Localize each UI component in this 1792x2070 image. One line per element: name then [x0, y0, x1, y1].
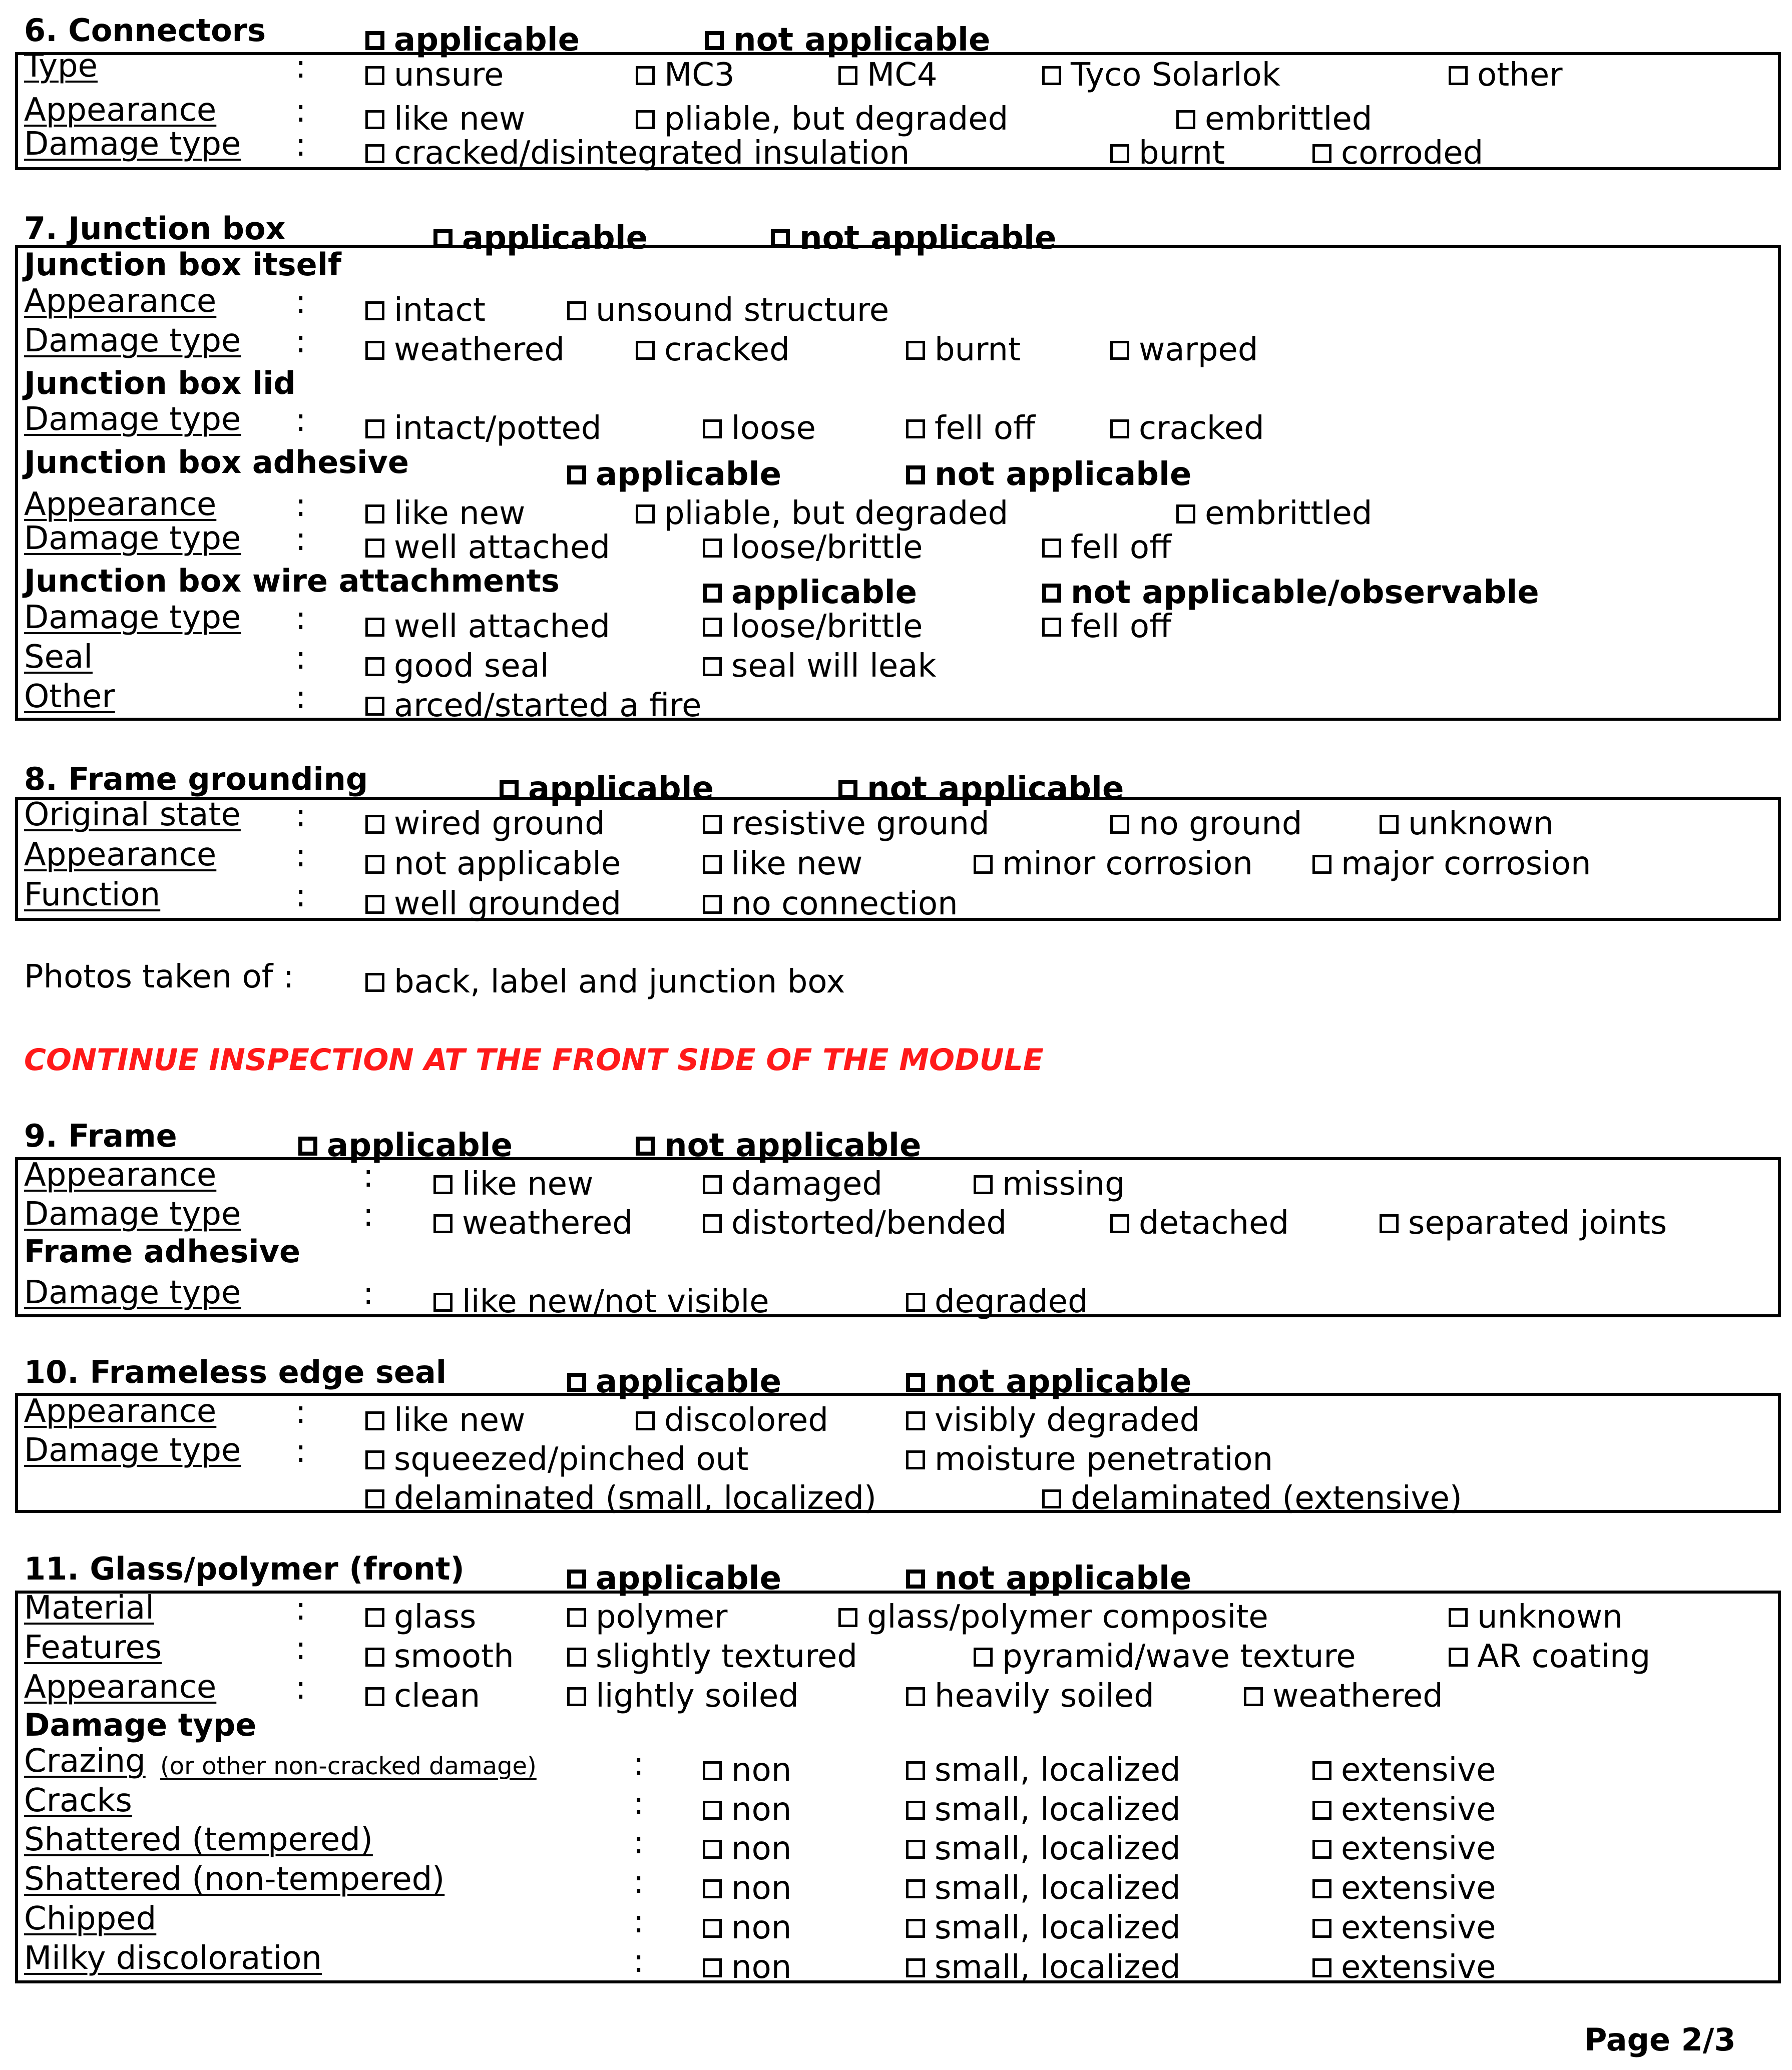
s11-milky-discoloration-option-0-checkbox[interactable]: [703, 1958, 722, 1977]
s7-adhesive-damage-type-option-1-checkbox[interactable]: [703, 539, 722, 558]
s11-shattered-non-tempered-option-2-label: extensive: [1341, 1870, 1496, 1907]
s7-wire-seal-colon: :: [295, 640, 306, 677]
s8-original-state-field-label: Original state: [24, 796, 241, 833]
s7-title: 7. Junction box: [24, 210, 286, 247]
s8-applicable-checkbox[interactable]: [500, 780, 519, 799]
s11-applicable-checkbox[interactable]: [567, 1570, 586, 1589]
s7-wire-seal-field-label: Seal: [24, 639, 93, 676]
s7-itself-damage-type-option-2-checkbox[interactable]: [906, 341, 925, 360]
s11-chipped-option-1-label: small, localized: [935, 1909, 1181, 1946]
s9-title: 9. Frame: [24, 1118, 177, 1154]
s7-wire-seal-option-1-label: seal will leak: [731, 648, 937, 685]
s8-appearance-option-1-checkbox[interactable]: [703, 855, 722, 874]
s11-shattered-tempered-option-1-label: small, localized: [935, 1830, 1181, 1867]
s10-appearance-option-0-label: like new: [394, 1402, 526, 1439]
s11-cracks-option-2-label: extensive: [1341, 1791, 1496, 1828]
s7-lid-damage-type-option-2-checkbox[interactable]: [906, 419, 925, 438]
s9-damage-type-option-0-label: weathered: [462, 1205, 633, 1242]
s11-features-option-3-label: AR coating: [1477, 1638, 1651, 1675]
s9-damage-type-option-3-label: separated joints: [1408, 1205, 1667, 1242]
s10-damage-type-option-0-label: squeezed/pinched out: [394, 1441, 749, 1478]
s6-appearance-option-2-checkbox[interactable]: [1176, 110, 1195, 129]
s11-features-option-0-checkbox[interactable]: [365, 1648, 384, 1667]
s7-adhesive-appearance-field-label: Appearance: [24, 486, 217, 523]
s7-adhesive-applicable-checkbox[interactable]: [567, 465, 586, 484]
s10-appearance-option-2-label: visibly degraded: [935, 1402, 1200, 1439]
s7-itself-damage-type-colon: :: [295, 323, 306, 360]
s8-not-applicable-checkbox[interactable]: [838, 780, 857, 799]
s6-damage-type-option-1-label: burnt: [1139, 135, 1225, 172]
s6-type-option-1-label: MC3: [664, 57, 735, 94]
s10-delaminated-small-label: delaminated (small, localized): [394, 1480, 876, 1517]
s7-not-applicable-label: not applicable: [799, 220, 1057, 257]
s9-not-applicable-checkbox[interactable]: [636, 1137, 655, 1156]
s8-function-option-0-label: well grounded: [394, 885, 622, 922]
s11-features-option-1-label: slightly textured: [596, 1638, 857, 1675]
s7-wire-other-field-label: Other: [24, 678, 115, 715]
s11-cracks-option-0-label: non: [731, 1791, 792, 1828]
s6-not-applicable-checkbox[interactable]: [705, 31, 724, 50]
s11-material-option-0-checkbox[interactable]: [365, 1608, 384, 1627]
s7-wire-damage-type-option-2-checkbox[interactable]: [1042, 618, 1061, 637]
s11-shattered-non-tempered-colon: :: [633, 1864, 644, 1901]
s8-original-state-option-1-label: resistive ground: [731, 805, 990, 842]
s11-damage-heading: Damage type: [24, 1707, 257, 1743]
s6-type-option-2-checkbox[interactable]: [838, 66, 857, 85]
s10-appearance-option-2-checkbox[interactable]: [906, 1411, 925, 1430]
s9-applicable-checkbox[interactable]: [298, 1137, 317, 1156]
s7-adhesive-not-applicable-label: not applicable: [935, 456, 1192, 493]
s11-chipped-option-0-label: non: [731, 1909, 792, 1946]
s11-material-option-1-checkbox[interactable]: [567, 1608, 586, 1627]
s7-wire-seal-option-1-checkbox[interactable]: [703, 657, 722, 676]
s7-adhesive-damage-type-option-2-label: fell off: [1071, 529, 1172, 566]
s11-shattered-tempered-option-1-checkbox[interactable]: [906, 1840, 925, 1859]
s11-appearance-option-1-checkbox[interactable]: [567, 1687, 586, 1706]
s11-shattered-non-tempered-option-1-label: small, localized: [935, 1870, 1181, 1907]
s7-itself-damage-type-option-2-label: burnt: [935, 331, 1021, 368]
s7-wire-damage-type-option-1-label: loose/brittle: [731, 608, 923, 645]
s11-material-colon: :: [295, 1591, 306, 1628]
s7-adhesive-damage-type-option-1-label: loose/brittle: [731, 529, 923, 566]
s11-chipped-label: Chipped: [24, 1900, 157, 1937]
s6-type-option-4-checkbox[interactable]: [1449, 66, 1468, 85]
s6-appearance-option-0-checkbox[interactable]: [365, 110, 384, 129]
s11-shattered-tempered-option-2-label: extensive: [1341, 1830, 1496, 1867]
s7-itself-appearance-option-1-checkbox[interactable]: [567, 301, 586, 320]
s7-adhesive-applicable-label: applicable: [596, 456, 781, 493]
s7-applicable-label: applicable: [462, 220, 648, 257]
s7-wire-damage-type-field-label: Damage type: [24, 599, 241, 636]
s11-chipped-option-0-checkbox[interactable]: [703, 1919, 722, 1938]
s7-itself-appearance-colon: :: [295, 284, 306, 321]
s9-adhesive-damage-type-field-label: Damage type: [24, 1274, 241, 1311]
s9-adhesive-damage-type-option-1-checkbox[interactable]: [906, 1293, 925, 1312]
s11-material-field-label: Material: [24, 1590, 154, 1627]
s11-chipped-option-2-label: extensive: [1341, 1909, 1496, 1946]
s6-type-option-0-checkbox[interactable]: [365, 66, 384, 85]
s9-adhesive-damage-type-option-0-checkbox[interactable]: [433, 1293, 453, 1312]
s7-lid-damage-type-option-3-label: cracked: [1139, 410, 1264, 447]
s11-shattered-tempered-option-2-checkbox[interactable]: [1312, 1840, 1331, 1859]
s11-appearance-option-3-checkbox[interactable]: [1244, 1687, 1263, 1706]
s7-itself-heading: Junction box itself: [24, 246, 341, 283]
s11-milky-discoloration-option-0-label: non: [731, 1949, 792, 1986]
s10-not-applicable-label: not applicable: [935, 1363, 1192, 1400]
s7-itself-appearance-option-0-label: intact: [394, 292, 486, 329]
s11-title: 11. Glass/polymer (front): [24, 1550, 465, 1587]
s11-cracks-colon: :: [633, 1785, 644, 1822]
s10-box: [15, 1393, 1781, 1517]
s11-cracks-option-1-checkbox[interactable]: [906, 1801, 925, 1820]
s7-itself-damage-type-option-3-checkbox[interactable]: [1110, 341, 1129, 360]
s7-wire-damage-type-option-0-label: well attached: [394, 608, 610, 645]
s7-lid-damage-type-option-1-label: loose: [731, 410, 816, 447]
s6-damage-type-colon: :: [295, 127, 306, 164]
s11-crazing-option-0-label: non: [731, 1752, 792, 1789]
s7-adhesive-appearance-option-2-checkbox[interactable]: [1176, 504, 1195, 524]
s7-wire-applicable-label: applicable: [731, 574, 917, 611]
s9-damage-type-option-3-checkbox[interactable]: [1380, 1214, 1399, 1233]
s11-crazing-option-2-checkbox[interactable]: [1312, 1761, 1331, 1780]
s7-lid-damage-type-option-0-label: intact/potted: [394, 410, 602, 447]
s11-shattered-non-tempered-option-0-checkbox[interactable]: [703, 1879, 722, 1898]
s6-damage-type-option-0-label: cracked/disintegrated insulation: [394, 135, 910, 172]
s9-appearance-option-1-label: damaged: [731, 1166, 883, 1203]
s11-cracks-option-1-label: small, localized: [935, 1791, 1181, 1828]
s7-itself-damage-type-option-0-label: weathered: [394, 331, 565, 368]
s10-not-applicable-checkbox[interactable]: [906, 1373, 925, 1392]
s7-wire-not-applicable-checkbox[interactable]: [1042, 584, 1061, 603]
s11-crazing-note: (or other non-cracked damage): [160, 1752, 537, 1780]
s11-appearance-option-2-checkbox[interactable]: [906, 1687, 925, 1706]
s7-itself-appearance-field-label: Appearance: [24, 283, 217, 320]
s7-adhesive-appearance-option-2-label: embrittled: [1205, 495, 1373, 532]
s7-lid-damage-type-colon: :: [295, 402, 306, 439]
s9-appearance-option-0-label: like new: [462, 1166, 594, 1203]
s7-adhesive-damage-type-colon: :: [295, 521, 306, 558]
s11-cracks-option-0-checkbox[interactable]: [703, 1801, 722, 1820]
s11-milky-discoloration-colon: :: [633, 1943, 644, 1980]
s7-lid-heading: Junction box lid: [24, 365, 296, 401]
s11-appearance-colon: :: [295, 1670, 306, 1707]
s6-applicable-label: applicable: [394, 22, 580, 59]
s7-wire-seal-option-0-checkbox[interactable]: [365, 657, 384, 676]
s7-wire-other-colon: :: [295, 679, 306, 716]
s8-original-state-option-3-label: unknown: [1408, 805, 1554, 842]
s11-not-applicable-checkbox[interactable]: [906, 1570, 925, 1589]
s11-milky-discoloration-option-2-label: extensive: [1341, 1949, 1496, 1986]
s6-type-option-1-checkbox[interactable]: [636, 66, 655, 85]
s7-wire-not-applicable-label: not applicable/observable: [1071, 574, 1539, 611]
s7-wire-damage-type-option-2-label: fell off: [1071, 608, 1172, 645]
s7-wire-other-option-0-checkbox[interactable]: [365, 697, 384, 716]
s8-title: 8. Frame grounding: [24, 761, 368, 797]
s8-appearance-option-2-label: minor corrosion: [1002, 845, 1253, 882]
s10-title: 10. Frameless edge seal: [24, 1354, 447, 1390]
s6-type-field-label: Type: [24, 48, 98, 85]
s11-shattered-tempered-label: Shattered (tempered): [24, 1821, 373, 1858]
s7-itself-appearance-option-0-checkbox[interactable]: [365, 301, 384, 320]
s9-applicable-label: applicable: [327, 1127, 513, 1164]
s11-material-option-2-checkbox[interactable]: [838, 1608, 857, 1627]
s11-features-option-1-checkbox[interactable]: [567, 1648, 586, 1667]
s10-delaminated-small-checkbox[interactable]: [365, 1489, 384, 1508]
s10-delaminated-extensive-checkbox[interactable]: [1042, 1489, 1061, 1508]
s6-appearance-option-2-label: embrittled: [1205, 101, 1373, 138]
s11-features-field-label: Features: [24, 1629, 162, 1666]
s10-delaminated-extensive-label: delaminated (extensive): [1071, 1480, 1462, 1517]
s9-adhesive-damage-type-option-0-label: like new/not visible: [462, 1283, 769, 1320]
s11-crazing-option-1-checkbox[interactable]: [906, 1761, 925, 1780]
s8-original-state-colon: :: [295, 797, 306, 834]
s7-adhesive-damage-type-field-label: Damage type: [24, 520, 241, 557]
s11-appearance-option-0-checkbox[interactable]: [365, 1687, 384, 1706]
s7-adhesive-not-applicable-checkbox[interactable]: [906, 465, 925, 484]
s7-adhesive-appearance-option-0-checkbox[interactable]: [365, 504, 384, 524]
s10-damage-type-option-1-label: moisture penetration: [935, 1441, 1273, 1478]
s7-adhesive-heading: Junction box adhesive: [24, 444, 409, 480]
s8-appearance-option-3-label: major corrosion: [1341, 845, 1591, 882]
photos-label: Photos taken of :: [24, 958, 294, 995]
s10-appearance-option-1-label: discolored: [664, 1402, 828, 1439]
s9-damage-type-option-2-label: detached: [1139, 1205, 1289, 1242]
s6-appearance-field-label: Appearance: [24, 92, 217, 129]
s8-original-state-option-2-checkbox[interactable]: [1110, 815, 1129, 834]
s6-damage-type-option-1-checkbox[interactable]: [1110, 144, 1129, 163]
s7-lid-damage-type-option-2-label: fell off: [935, 410, 1036, 447]
s10-appearance-option-0-checkbox[interactable]: [365, 1411, 384, 1430]
s8-original-state-option-0-checkbox[interactable]: [365, 815, 384, 834]
s11-shattered-tempered-option-0-label: non: [731, 1830, 792, 1867]
s11-not-applicable-label: not applicable: [935, 1560, 1192, 1597]
s6-not-applicable-label: not applicable: [733, 22, 991, 59]
s11-material-option-3-checkbox[interactable]: [1449, 1608, 1468, 1627]
s11-milky-discoloration-option-1-label: small, localized: [935, 1949, 1181, 1986]
s8-original-state-option-3-checkbox[interactable]: [1380, 815, 1399, 834]
s9-adhesive-damage-type-option-1-label: degraded: [935, 1283, 1088, 1320]
s6-damage-type-option-2-checkbox[interactable]: [1312, 144, 1331, 163]
s9-appearance-option-2-label: missing: [1002, 1166, 1125, 1203]
s11-shattered-non-tempered-option-0-label: non: [731, 1870, 792, 1907]
s10-applicable-label: applicable: [596, 1363, 781, 1400]
s8-appearance-colon: :: [295, 837, 306, 874]
s6-appearance-option-1-checkbox[interactable]: [636, 110, 655, 129]
s11-material-option-1-label: polymer: [596, 1599, 728, 1636]
s8-original-state-option-1-checkbox[interactable]: [703, 815, 722, 834]
s8-appearance-option-0-checkbox[interactable]: [365, 855, 384, 874]
s6-appearance-option-1-label: pliable, but degraded: [664, 101, 1009, 138]
s9-adhesive-heading: Frame adhesive: [24, 1233, 301, 1270]
s11-features-option-2-checkbox[interactable]: [974, 1648, 993, 1667]
s11-features-option-0-label: smooth: [394, 1638, 514, 1675]
s10-applicable-checkbox[interactable]: [567, 1373, 586, 1392]
s11-features-option-3-checkbox[interactable]: [1449, 1648, 1468, 1667]
s11-milky-discoloration-option-1-checkbox[interactable]: [906, 1958, 925, 1977]
s11-crazing-option-1-label: small, localized: [935, 1752, 1181, 1789]
s7-wire-applicable-checkbox[interactable]: [703, 584, 722, 603]
s7-itself-damage-type-option-1-checkbox[interactable]: [636, 341, 655, 360]
s8-original-state-option-2-label: no ground: [1139, 805, 1302, 842]
s11-shattered-non-tempered-label: Shattered (non-tempered): [24, 1861, 445, 1898]
s6-title: 6. Connectors: [24, 12, 266, 49]
continue-inspection-notice: CONTINUE INSPECTION AT THE FRONT SIDE OF THE MODULE: [24, 1043, 1044, 1078]
s8-appearance-option-3-checkbox[interactable]: [1312, 855, 1331, 874]
s11-cracks-label: Cracks: [24, 1782, 132, 1819]
s11-chipped-option-2-checkbox[interactable]: [1312, 1919, 1331, 1938]
s11-appearance-option-3-label: weathered: [1272, 1678, 1443, 1715]
s8-function-option-0-checkbox[interactable]: [365, 895, 384, 914]
s6-type-colon: :: [295, 49, 306, 86]
s7-adhesive-appearance-colon: :: [295, 487, 306, 524]
s11-chipped-option-1-checkbox[interactable]: [906, 1919, 925, 1938]
s7-itself-damage-type-option-3-label: warped: [1139, 331, 1258, 368]
s7-lid-damage-type-option-0-checkbox[interactable]: [365, 419, 384, 438]
page-number: Page 2/3: [1584, 2021, 1736, 2058]
s6-type-option-0-label: unsure: [394, 57, 504, 94]
s10-damage-type-option-0-checkbox[interactable]: [365, 1450, 384, 1469]
s10-appearance-option-1-checkbox[interactable]: [636, 1411, 655, 1430]
s7-adhesive-damage-type-option-0-label: well attached: [394, 529, 610, 566]
s6-damage-type-option-2-label: corroded: [1341, 135, 1484, 172]
s7-itself-damage-type-option-1-label: cracked: [664, 331, 790, 368]
s11-appearance-option-0-label: clean: [394, 1678, 481, 1715]
s7-lid-damage-type-option-3-checkbox[interactable]: [1110, 419, 1129, 438]
s7-adhesive-damage-type-option-2-checkbox[interactable]: [1042, 539, 1061, 558]
s10-appearance-field-label: Appearance: [24, 1393, 217, 1430]
s9-damage-type-option-1-checkbox[interactable]: [703, 1214, 722, 1233]
s7-wire-other-option-0-label: arced/started a fire: [394, 687, 702, 724]
s8-appearance-field-label: Appearance: [24, 836, 217, 873]
s9-not-applicable-label: not applicable: [664, 1127, 922, 1164]
s11-shattered-non-tempered-option-2-checkbox[interactable]: [1312, 1879, 1331, 1898]
s9-adhesive-damage-type-colon: :: [363, 1275, 374, 1312]
s7-wire-damage-type-colon: :: [295, 600, 306, 637]
s11-chipped-colon: :: [633, 1903, 644, 1940]
s11-milky-discoloration-label: Milky discoloration: [24, 1940, 322, 1977]
s11-shattered-tempered-colon: :: [633, 1824, 644, 1861]
s7-itself-damage-type-option-0-checkbox[interactable]: [365, 341, 384, 360]
s8-function-option-1-label: no connection: [731, 885, 958, 922]
s7-adhesive-appearance-option-1-checkbox[interactable]: [636, 504, 655, 524]
s7-wire-heading: Junction box wire attachments: [24, 563, 560, 599]
s6-type-option-4-label: other: [1477, 57, 1563, 94]
s9-damage-type-colon: :: [363, 1197, 374, 1234]
s9-appearance-option-0-checkbox[interactable]: [433, 1175, 453, 1194]
s11-cracks-option-2-checkbox[interactable]: [1312, 1801, 1331, 1820]
s7-wire-seal-option-0-label: good seal: [394, 648, 549, 685]
s8-function-option-1-checkbox[interactable]: [703, 895, 722, 914]
s10-damage-type-option-1-checkbox[interactable]: [906, 1450, 925, 1469]
s7-itself-damage-type-field-label: Damage type: [24, 322, 241, 359]
s7-adhesive-appearance-option-1-label: pliable, but degraded: [664, 495, 1009, 532]
s9-appearance-field-label: Appearance: [24, 1157, 217, 1194]
s8-applicable-label: applicable: [528, 770, 714, 807]
s8-function-field-label: Function: [24, 876, 161, 913]
photos-back-label-junction-box-checkbox[interactable]: [365, 973, 384, 992]
s11-crazing-colon: :: [633, 1746, 644, 1783]
s7-lid-damage-type-option-1-checkbox[interactable]: [703, 419, 722, 438]
photos-back-label-junction-box-label: back, label and junction box: [394, 963, 845, 1000]
s8-not-applicable-label: not applicable: [867, 770, 1124, 807]
s8-appearance-option-2-checkbox[interactable]: [974, 855, 993, 874]
s8-appearance-option-0-label: not applicable: [394, 845, 621, 882]
s8-function-colon: :: [295, 877, 306, 914]
s6-type-option-3-label: Tyco Solarlok: [1071, 57, 1280, 94]
s11-crazing-option-2-label: extensive: [1341, 1752, 1496, 1789]
s11-features-option-2-label: pyramid/wave texture: [1002, 1638, 1356, 1675]
s6-applicable-checkbox[interactable]: [365, 31, 384, 50]
s7-itself-appearance-option-1-label: unsound structure: [596, 292, 889, 329]
s11-appearance-option-1-label: lightly soiled: [596, 1678, 799, 1715]
s9-damage-type-option-0-checkbox[interactable]: [433, 1214, 453, 1233]
s6-type-option-2-label: MC4: [867, 57, 938, 94]
s7-wire-damage-type-option-0-checkbox[interactable]: [365, 618, 384, 637]
s10-damage-type-field-label: Damage type: [24, 1432, 241, 1469]
s7-adhesive-damage-type-option-0-checkbox[interactable]: [365, 539, 384, 558]
s11-crazing-label: Crazing: [24, 1743, 146, 1780]
s6-damage-type-field-label: Damage type: [24, 126, 241, 163]
s6-appearance-option-0-label: like new: [394, 101, 526, 138]
s11-milky-discoloration-option-2-checkbox[interactable]: [1312, 1958, 1331, 1977]
s11-crazing-option-0-checkbox[interactable]: [703, 1761, 722, 1780]
s11-features-colon: :: [295, 1630, 306, 1667]
s7-lid-damage-type-field-label: Damage type: [24, 401, 241, 438]
s9-appearance-option-1-checkbox[interactable]: [703, 1175, 722, 1194]
s11-applicable-label: applicable: [596, 1560, 781, 1597]
s11-shattered-tempered-option-0-checkbox[interactable]: [703, 1840, 722, 1859]
s6-appearance-colon: :: [295, 93, 306, 130]
s9-damage-type-field-label: Damage type: [24, 1196, 241, 1233]
s11-material-option-0-label: glass: [394, 1599, 477, 1636]
s11-material-option-2-label: glass/polymer composite: [867, 1599, 1268, 1636]
s9-damage-type-option-1-label: distorted/bended: [731, 1205, 1007, 1242]
s9-appearance-option-2-checkbox[interactable]: [974, 1175, 993, 1194]
s6-damage-type-option-0-checkbox[interactable]: [365, 144, 384, 163]
s11-shattered-non-tempered-option-1-checkbox[interactable]: [906, 1879, 925, 1898]
s10-damage-type-colon: :: [295, 1433, 306, 1470]
s9-damage-type-option-2-checkbox[interactable]: [1110, 1214, 1129, 1233]
s8-original-state-option-0-label: wired ground: [394, 805, 605, 842]
s10-appearance-colon: :: [295, 1394, 306, 1431]
s7-wire-damage-type-option-1-checkbox[interactable]: [703, 618, 722, 637]
s7-adhesive-appearance-option-0-label: like new: [394, 495, 526, 532]
s6-type-option-3-checkbox[interactable]: [1042, 66, 1061, 85]
s9-appearance-colon: :: [363, 1158, 374, 1195]
s11-appearance-option-2-label: heavily soiled: [935, 1678, 1154, 1715]
s8-appearance-option-1-label: like new: [731, 845, 863, 882]
s11-appearance-field-label: Appearance: [24, 1669, 217, 1706]
s11-material-option-3-label: unknown: [1477, 1599, 1623, 1636]
